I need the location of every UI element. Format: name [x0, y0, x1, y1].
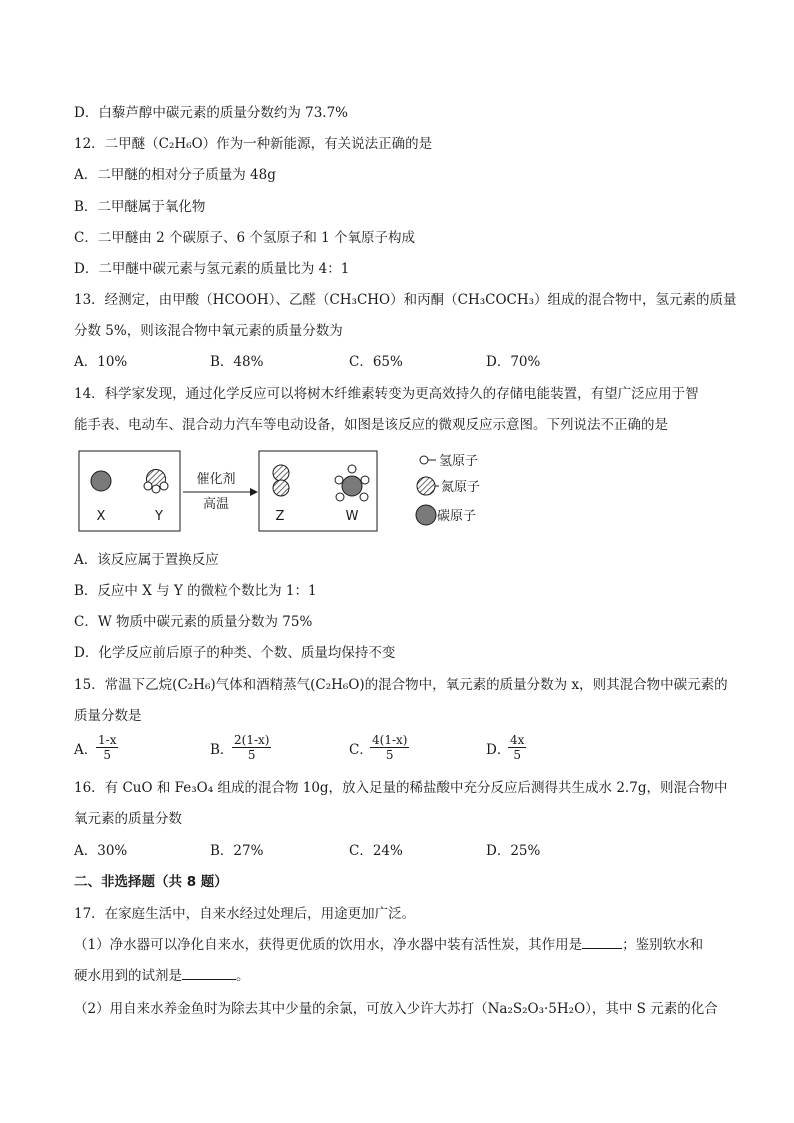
legend-hydrogen-label: 氢原子 — [439, 454, 479, 469]
reaction-diagram — [70, 446, 510, 536]
question-17: 17．在家庭生活中，自来水经过处理后，用途更加广泛。 — [74, 906, 416, 922]
q13-option-a: A．10% — [74, 354, 128, 370]
q15-option-b-fraction — [232, 733, 271, 762]
label-x: X — [96, 509, 106, 524]
q12-option-d: D．二甲醚中碳元素与氢元素的质量比为 4：1 — [74, 261, 350, 277]
arrow-label-catalyst: 催化剂 — [196, 472, 236, 487]
label-z: Z — [275, 509, 285, 524]
section-heading-non-choice: 二、非选择题（共 8 题） — [74, 874, 228, 890]
reaction-arrowhead — [250, 488, 258, 496]
q14-option-d: D．化学反应前后原子的种类、个数、质量均保持不变 — [74, 645, 396, 661]
q12-option-b: B．二甲醚属于氧化物 — [74, 199, 206, 215]
q17-part1-line1 — [74, 936, 703, 954]
q15-option-a-fraction — [96, 733, 118, 762]
x-carbon-atom — [91, 471, 111, 491]
q15-option-c-prefix: C． — [349, 742, 373, 758]
question-13-line2: 分数 5%，则该混合物中氧元素的质量分数为 — [74, 323, 343, 339]
q12-option-a: A．二甲醚的相对分子质量为 48g — [74, 167, 276, 183]
q17-part1-text-3: 硬水用到的试剂是 — [74, 968, 182, 984]
legend-carbon — [416, 505, 476, 525]
q15-option-b-prefix: B． — [210, 742, 234, 758]
q15-d-denominator: 5 — [513, 748, 522, 762]
q15-option-d-fraction — [508, 733, 526, 762]
y-ammonia-molecule — [144, 470, 168, 494]
q15-option-c-fraction — [370, 733, 409, 762]
q16-option-d: D．25% — [486, 843, 541, 859]
q15-b-numerator: 2(1-x) — [234, 733, 270, 747]
q15-b-denominator: 5 — [247, 748, 256, 762]
q17-part1-text-2: ；鉴别软水和 — [622, 937, 704, 953]
q17-part1-line2 — [74, 967, 250, 985]
question-12: 12．二甲醚（C₂H₆O）作为一种新能源，有关说法正确的是 — [74, 136, 433, 152]
q15-c-denominator: 5 — [385, 748, 394, 762]
q17-part1-text: （1）净水器可以净化自来水，获得更优质的饮用水，净水器中装有活性炭，其作用是 — [74, 937, 583, 953]
legend-nitrogen-label: 氮原子 — [441, 480, 481, 495]
z-nitrogen-molecule — [273, 465, 289, 496]
q15-option-d-prefix: D． — [486, 742, 511, 758]
w-methane-molecule — [335, 465, 369, 501]
question-14-line1: 14．科学家发现，通过化学反应可以将树木纤维素转变为更高效持久的存储电能装置，有望广泛应用于智 — [74, 386, 699, 402]
reactants-box — [79, 451, 180, 531]
question-14-line2: 能手表、电动车、混合动力汽车等电动设备，如图是该反应的微观反应示意图。下列说法不正确的是 — [74, 417, 668, 433]
q15-c-numerator: 4(1-x) — [372, 733, 408, 747]
q14-option-b: B．反应中 X 与 Y 的微粒个数比为 1：1 — [74, 583, 317, 599]
q15-a-denominator: 5 — [103, 748, 112, 762]
q12-option-c: C．二甲醚由 2 个碳原子、6 个氢原子和 1 个氧原子构成 — [74, 230, 416, 246]
label-y: Y — [155, 509, 163, 524]
question-16-line1: 16．有 CuO 和 Fe₃O₄ 组成的混合物 10g，放入足量的稀盐酸中充分反应后测得共生成水 2.7g，则混合物中 — [74, 780, 728, 796]
q16-option-b: B．27% — [210, 843, 264, 859]
legend-hydrogen — [420, 454, 478, 469]
label-w: W — [345, 509, 359, 524]
q13-option-d: D．70% — [486, 354, 541, 370]
q16-option-a: A．30% — [74, 843, 128, 859]
question-15-line1: 15．常温下乙烷(C₂H₆)气体和酒精蒸气(C₂H₆O)的混合物中，氧元素的质量分数为 x，则其混合物中碳元素的 — [74, 677, 728, 693]
legend-nitrogen — [417, 477, 480, 495]
q11-option-d: D．白藜芦醇中碳元素的质量分数约为 73.7% — [74, 105, 349, 121]
answer-blank-1[interactable] — [582, 936, 622, 949]
q13-option-b: B．48% — [210, 354, 264, 370]
q15-a-numerator: 1-x — [98, 733, 117, 747]
q16-option-c: C．24% — [349, 843, 403, 859]
q15-d-numerator: 4x — [510, 733, 525, 747]
question-15-line2: 质量分数是 — [74, 708, 142, 724]
q14-option-a: A．该反应属于置换反应 — [74, 552, 219, 568]
legend-carbon-label: 碳原子 — [437, 509, 477, 524]
q13-option-c: C．65% — [349, 354, 403, 370]
q17-part1-text-4: 。 — [236, 968, 250, 984]
answer-blank-2[interactable] — [182, 967, 236, 980]
q15-option-a-prefix: A． — [74, 742, 98, 758]
question-16-line2: 氧元素的质量分数 — [74, 811, 182, 827]
q17-part2-line1: （2）用自来水养金鱼时为除去其中少量的余氯，可放入少许大苏打（Na₂S₂O₃·5H₂O），其中 S 元素的化合 — [74, 1001, 718, 1017]
q14-option-c: C．W 物质中碳元素的质量分数为 75% — [74, 614, 313, 630]
arrow-label-temperature: 高温 — [202, 497, 230, 512]
question-13-line1: 13．经测定，由甲酸（HCOOH）、乙醛（CH₃CHO）和丙酮（CH₃COCH₃）组成的混合物中，氢元素的质量 — [74, 292, 737, 308]
